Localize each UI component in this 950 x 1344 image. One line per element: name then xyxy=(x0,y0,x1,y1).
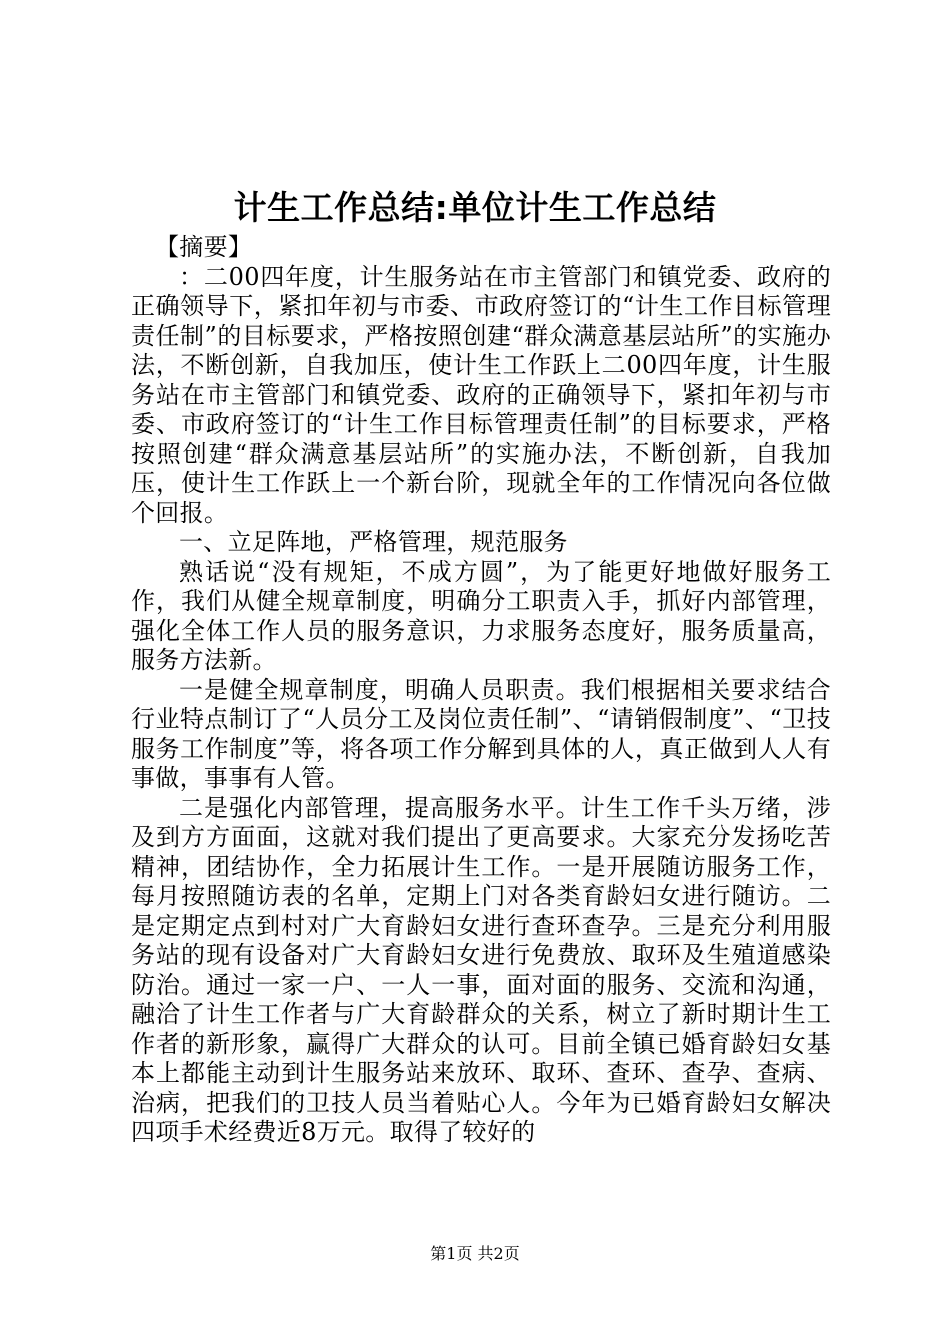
abstract-label: 【摘要】 xyxy=(155,233,253,261)
body-paragraph: 一是健全规章制度，明确人员职责。我们根据相关要求结合行业特点制订了“人员分工及岗位责任制”、“请销假制度”、“卫技服务工作制度”等，将各项工作分解到具体的人，真正做到人人有事做，事事有人管。 xyxy=(131,675,831,792)
body-paragraph: 熟话说“没有规矩，不成方圆”，为了能更好地做好服务工作，我们从健全规章制度，明确分工职责入手，抓好内部管理，强化全体工作人员的服务意识，力求服务态度好，服务质量高，服务方法新。 xyxy=(131,557,831,674)
document-title: 计生工作总结:单位计生工作总结 xyxy=(233,188,717,227)
section-heading: 一、立足阵地，严格管理，规范服务 xyxy=(179,528,568,556)
abstract-paragraph: ：二00四年度，计生服务站在市主管部门和镇党委、政府的正确领导下，紧扣年初与市委、市政府签订的“计生工作目标管理责任制”的目标要求，严格按照创建“群众满意基层站所”的实施办法，不断创新，自我加压，使计生工作跃上二00四年度，计生服务站在市主管部门和镇党委、政府的正确领导下，紧扣年初与市委、市政府签订的“计生工作目标管理责任制”的目标要求，严格按照创建“群众满意基层站所”的实施办法，不断创新，自我加压，使计生工作跃上一个新台阶，现就全年的工作情况向各位做个回报。 xyxy=(131,262,831,527)
page-number-footer: 第1页 共2页 xyxy=(430,1244,520,1263)
body-paragraph: 二是强化内部管理，提高服务水平。计生工作千头万绪，涉及到方方面面，这就对我们提出了更高要求。大家充分发扬吃苦精神，团结协作，全力拓展计生工作。一是开展随访服务工作，每月按照随访表的名单，定期上门对各类育龄妇女进行随访。二是定期定点到村对广大育龄妇女进行查环查孕。三是充分利用服务站的现有设备对广大育龄妇女进行免费放、取环及生殖道感染防治。通过一家一户、一人一事，面对面的服务、交流和沟通，融洽了计生工作者与广大育龄群众的关系，树立了新时期计生工作者的新形象，赢得广大群众的认可。目前全镇已婚育龄妇女基本上都能主动到计生服务站来放环、取环、查环、查孕、查病、治病，把我们的卫技人员当着贴心人。今年为已婚育龄妇女解决四项手术经费近8万元。取得了较好的 xyxy=(131,793,831,1146)
document-body xyxy=(131,233,831,1148)
